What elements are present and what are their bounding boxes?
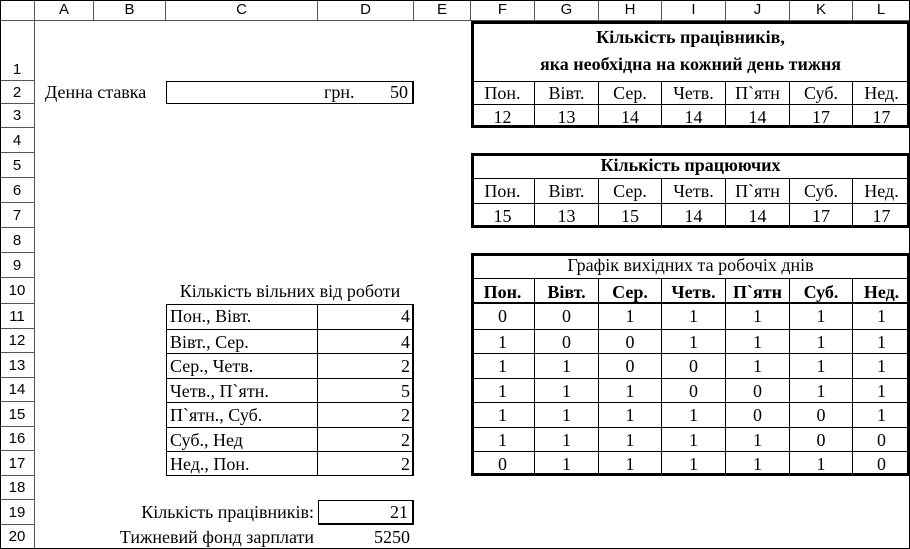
- free-row-value[interactable]: 2: [318, 427, 414, 451]
- schedule-cell[interactable]: 1: [662, 402, 726, 427]
- free-row-label: П`ятн., Суб.: [166, 402, 318, 427]
- free-row-label: Четв., П`ятн.: [166, 378, 318, 402]
- row-header-17[interactable]: 17: [0, 451, 35, 476]
- working-value-5[interactable]: 17: [790, 203, 853, 228]
- row-header-4[interactable]: 4: [0, 128, 35, 153]
- required-table-title-2: яка необхідна на кожний день тижня: [539, 54, 842, 74]
- free-row-label: Сер., Четв.: [166, 353, 318, 378]
- required-value-2[interactable]: 14: [599, 104, 662, 128]
- schedule-cell[interactable]: 0: [471, 451, 535, 476]
- working-value-4[interactable]: 14: [726, 203, 790, 228]
- schedule-cell[interactable]: 1: [471, 378, 535, 402]
- schedule-cell[interactable]: 1: [471, 402, 535, 427]
- schedule-cell[interactable]: 1: [599, 304, 662, 329]
- row-header-14[interactable]: 14: [0, 378, 35, 402]
- schedule-cell[interactable]: 1: [535, 378, 599, 402]
- schedule-cell[interactable]: 1: [599, 378, 662, 402]
- schedule-cell[interactable]: 1: [790, 378, 853, 402]
- required-day-5: Суб.: [790, 81, 853, 104]
- schedule-cell[interactable]: 1: [599, 402, 662, 427]
- schedule-cell[interactable]: 1: [471, 329, 535, 353]
- required-day-2: Сер.: [599, 81, 662, 104]
- schedule-cell[interactable]: 1: [535, 427, 599, 451]
- row-header-5[interactable]: 5: [0, 153, 35, 178]
- required-day-3: Четв.: [662, 81, 726, 104]
- column-header-i[interactable]: I: [662, 0, 726, 21]
- weekly-fund-label: Тижневий фонд зарплати: [119, 527, 314, 547]
- schedule-cell[interactable]: 1: [726, 427, 790, 451]
- row-header-16[interactable]: 16: [0, 427, 35, 451]
- daily-rate-label: Денна ставка: [45, 82, 147, 102]
- row-header-20[interactable]: 20: [0, 525, 35, 549]
- free-row-value[interactable]: 4: [401, 306, 410, 326]
- column-header-j[interactable]: J: [726, 0, 790, 21]
- schedule-cell[interactable]: 1: [535, 402, 599, 427]
- free-row-label: Нед., Пон.: [166, 451, 318, 476]
- free-row-value[interactable]: 4: [318, 329, 414, 353]
- schedule-cell[interactable]: 1: [726, 451, 790, 476]
- working-value-2[interactable]: 15: [599, 203, 662, 228]
- column-header-k[interactable]: K: [790, 0, 853, 21]
- schedule-day-3: Четв.: [662, 278, 726, 304]
- schedule-cell[interactable]: 1: [726, 329, 790, 353]
- schedule-cell[interactable]: 0: [662, 378, 726, 402]
- schedule-day-1: Вівт.: [535, 278, 599, 304]
- schedule-cell[interactable]: 0: [599, 329, 662, 353]
- required-day-4: П`ятн: [726, 81, 790, 104]
- row-header-3[interactable]: 3: [0, 104, 35, 128]
- schedule-cell[interactable]: 1: [790, 451, 853, 476]
- schedule-cell[interactable]: 1: [853, 402, 910, 427]
- free-table-title: Кількість вільних від роботи: [179, 281, 401, 301]
- row-header-12[interactable]: 12: [0, 329, 35, 353]
- working-day-3: Четв.: [662, 178, 726, 203]
- schedule-cell[interactable]: 1: [662, 304, 726, 329]
- schedule-cell[interactable]: 1: [726, 353, 790, 378]
- required-day-0: Пон.: [471, 81, 535, 104]
- schedule-cell[interactable]: 0: [726, 402, 790, 427]
- schedule-cell[interactable]: 1: [853, 353, 910, 378]
- row-header-18[interactable]: 18: [0, 476, 35, 500]
- required-value-3[interactable]: 14: [662, 104, 726, 128]
- total-workers-label: Кількість працівників:: [141, 502, 314, 522]
- total-workers-value[interactable]: 21: [318, 500, 414, 525]
- column-header-l[interactable]: L: [853, 0, 910, 21]
- row-header-10[interactable]: 10: [0, 278, 35, 304]
- required-value-1[interactable]: 13: [535, 104, 599, 128]
- schedule-cell[interactable]: 1: [535, 451, 599, 476]
- free-row-label: Вівт., Сер.: [166, 329, 318, 353]
- schedule-cell[interactable]: 1: [471, 427, 535, 451]
- row-header-1[interactable]: 1: [0, 21, 35, 81]
- schedule-cell[interactable]: 0: [853, 451, 910, 476]
- free-row-value[interactable]: 2: [318, 451, 414, 476]
- schedule-cell[interactable]: 1: [662, 451, 726, 476]
- working-day-2: Сер.: [599, 178, 662, 203]
- column-header-c[interactable]: C: [166, 0, 318, 21]
- working-day-0: Пон.: [471, 178, 535, 203]
- column-header-g[interactable]: G: [535, 0, 599, 21]
- column-header-d[interactable]: D: [318, 0, 414, 21]
- free-row-label: Суб., Нед: [166, 427, 318, 451]
- working-value-3[interactable]: 14: [662, 203, 726, 228]
- working-value-1[interactable]: 13: [535, 203, 599, 228]
- required-day-1: Вівт.: [535, 81, 599, 104]
- schedule-cell[interactable]: 1: [471, 353, 535, 378]
- required-table-title-1: Кількість працівників,: [596, 27, 785, 47]
- working-day-1: Вівт.: [535, 178, 599, 203]
- daily-rate-unit: грн.: [324, 82, 355, 102]
- schedule-cell[interactable]: 1: [853, 378, 910, 402]
- schedule-day-0: Пон.: [471, 278, 535, 304]
- schedule-day-2: Сер.: [599, 278, 662, 304]
- schedule-cell[interactable]: 0: [790, 402, 853, 427]
- working-table-title: Кількість працюючих: [600, 155, 781, 175]
- required-day-6: Нед.: [853, 81, 910, 104]
- working-day-5: Суб.: [790, 178, 853, 203]
- schedule-cell[interactable]: 1: [662, 329, 726, 353]
- schedule-cell[interactable]: 1: [853, 329, 910, 353]
- row-header-11[interactable]: 11: [0, 304, 35, 329]
- daily-rate-input[interactable]: 50: [166, 81, 414, 104]
- schedule-cell[interactable]: 1: [877, 306, 886, 326]
- schedule-day-4: П`ятн: [726, 278, 790, 304]
- schedule-cell[interactable]: 1: [599, 427, 662, 451]
- schedule-day-6: Нед.: [853, 278, 910, 304]
- free-row-value[interactable]: 5: [318, 378, 414, 402]
- row-header-8[interactable]: 8: [0, 228, 35, 253]
- schedule-cell[interactable]: 0: [535, 329, 599, 353]
- row-header-15[interactable]: 15: [0, 402, 35, 427]
- schedule-cell[interactable]: 0: [853, 427, 910, 451]
- column-header-b[interactable]: B: [94, 0, 166, 21]
- working-day-6: Нед.: [853, 178, 910, 203]
- row-header-6[interactable]: 6: [0, 178, 35, 203]
- column-header-e[interactable]: E: [414, 0, 471, 21]
- schedule-cell[interactable]: 0: [599, 353, 662, 378]
- required-value-6[interactable]: 17: [853, 104, 910, 128]
- schedule-cell[interactable]: 1: [790, 353, 853, 378]
- schedule-table-title: Графік вихідних та робочіх днів: [567, 255, 814, 275]
- row-header-13[interactable]: 13: [0, 353, 35, 378]
- required-value-4[interactable]: 14: [726, 104, 790, 128]
- schedule-cell[interactable]: 0: [535, 304, 599, 329]
- schedule-cell[interactable]: 1: [535, 353, 599, 378]
- column-header-h[interactable]: H: [599, 0, 662, 21]
- schedule-cell[interactable]: 1: [790, 304, 853, 329]
- schedule-day-5: Суб.: [790, 278, 853, 304]
- column-header-f[interactable]: F: [471, 0, 535, 21]
- row-header-9[interactable]: 9: [0, 253, 35, 278]
- schedule-cell[interactable]: 1: [599, 451, 662, 476]
- row-header-19[interactable]: 19: [0, 500, 35, 525]
- column-header-a[interactable]: A: [35, 0, 94, 21]
- working-value-0[interactable]: 15: [471, 203, 535, 228]
- schedule-cell[interactable]: 1: [726, 304, 790, 329]
- free-row-value[interactable]: 2: [318, 353, 414, 378]
- working-day-4: П`ятн: [726, 178, 790, 203]
- schedule-cell[interactable]: 0: [726, 378, 790, 402]
- row-header-7[interactable]: 7: [0, 203, 35, 228]
- schedule-cell[interactable]: 0: [790, 427, 853, 451]
- free-row-value[interactable]: 2: [318, 402, 414, 427]
- free-row-label: Пон., Вівт.: [166, 304, 318, 329]
- row-header-2[interactable]: 2: [0, 81, 35, 104]
- schedule-cell[interactable]: 0: [662, 353, 726, 378]
- required-value-5[interactable]: 17: [790, 104, 853, 128]
- working-value-6[interactable]: 17: [853, 203, 910, 228]
- schedule-cell[interactable]: 0: [471, 304, 535, 329]
- required-value-0[interactable]: 12: [471, 104, 535, 128]
- weekly-fund-value[interactable]: 5250: [374, 527, 410, 547]
- schedule-cell[interactable]: 1: [790, 329, 853, 353]
- schedule-cell[interactable]: 1: [662, 427, 726, 451]
